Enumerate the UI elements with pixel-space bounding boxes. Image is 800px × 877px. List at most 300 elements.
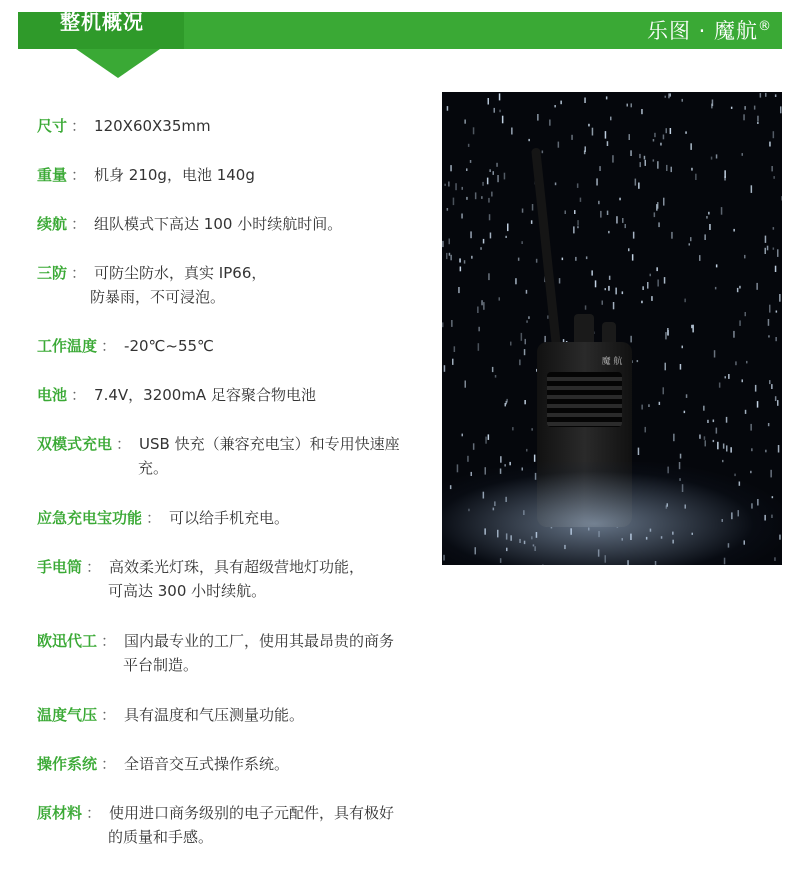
rain-drop [458,287,460,293]
rain-drop [754,106,756,110]
rain-drop [453,198,455,206]
colon: ： [71,166,87,184]
rain-drop [612,155,614,162]
header-arrow-icon [76,49,160,78]
rain-drop [466,197,468,200]
rain-drop [573,226,575,233]
spec-value: -20℃~55℃ [124,337,214,355]
rain-drop [744,255,746,259]
rain-drop [724,170,726,178]
rain-drop [650,274,652,277]
rain-drop [473,127,475,134]
rain-drop [769,305,771,313]
rain-drop [522,209,524,213]
rain-drop [642,286,644,290]
rain-drop [647,282,649,289]
rain-drop [755,385,757,392]
spec-label: 欧迅代工 [37,632,98,650]
rain-drop [691,325,693,328]
rain-drop [450,165,452,171]
rain-drop [606,96,608,99]
rain-drop [600,211,602,218]
rain-drop [777,400,779,406]
rain-drop [765,450,767,453]
spec-value: 机身 210g，电池 140g [94,166,255,184]
rain-drop [731,107,733,109]
rain-drop [664,277,666,284]
spec-value-line2: 防暴雨，不可浸泡。 [90,288,226,306]
rain-drop [528,316,530,319]
rain-drop [609,276,611,280]
rain-drop [507,224,509,232]
rain-drop [506,401,508,405]
rain-drop [464,120,466,124]
colon: ： [101,337,117,355]
rain-drop [505,236,507,238]
colon: ： [86,558,102,576]
rain-drop [489,214,491,220]
rain-drop [526,320,528,322]
rain-drop [713,420,715,423]
rain-drop [699,255,701,261]
rain-drop [673,434,675,442]
rain-drop [515,278,517,284]
rain-drop [465,381,467,388]
rain-drop [607,211,609,215]
spec-value: 全语音交互式操作系统。 [124,755,290,773]
spec-os [37,752,437,776]
rain-drop [488,434,490,440]
rain-drop [562,258,564,261]
rain-drop [684,299,686,303]
rain-drop [528,139,530,141]
colon: ： [101,632,117,650]
rain-drop [638,183,640,189]
rain-drop [656,267,658,271]
rain-drop [769,380,771,384]
rain-drop [577,226,579,228]
rain-drop [467,456,469,462]
rain-drop [739,286,741,289]
rain-drop [632,254,634,260]
spec-powerbank [37,506,437,530]
rain-drop [497,175,499,182]
rain-drop [489,169,491,172]
rain-drop [653,159,655,161]
rain-drop [607,141,609,146]
spec-label: 三防 [37,264,68,282]
rain-drop [719,383,721,388]
spec-value-line2: 平台制造。 [123,656,199,674]
rain-drop [448,182,450,187]
rain-drop [588,124,590,127]
spec-value-line2: 的质量和手感。 [108,828,214,846]
rain-drop [560,101,562,105]
rain-drop [639,154,641,158]
spec-label: 续航 [37,215,68,233]
rain-drop [692,325,694,333]
rain-drop [695,174,697,180]
rain-drop [598,201,600,204]
spec-label: 温度气压 [37,706,98,724]
rain-drop [558,142,560,148]
rain-drop [518,258,520,261]
rain-drop [450,255,452,260]
rain-drop [610,117,612,121]
rain-drop [633,232,635,239]
rain-drop [512,427,514,430]
product-photo [442,92,782,565]
rain-drop [496,163,498,167]
rain-drop [638,448,640,455]
rain-drop [751,185,753,193]
rain-drop [730,447,732,452]
rain-drop [575,257,577,261]
rain-drop [608,286,610,291]
rain-drop [768,319,770,326]
rain-drop [499,297,501,300]
colon: ： [86,804,102,822]
rain-drop [584,151,586,155]
rain-drop [682,99,684,102]
rain-drop [768,423,770,426]
spec-value: 组队模式下高达 100 小时续航时间。 [94,215,343,233]
rain-drop [742,379,744,382]
rain-drop [648,404,650,407]
rain-drop [742,153,744,156]
rain-drop [657,280,659,287]
rain-drop [686,394,688,398]
rain-drop [685,131,687,133]
rain-drop [659,402,661,405]
spec-label: 手电筒 [37,558,83,576]
rain-drop [663,135,665,140]
rain-drop [773,248,775,250]
rain-drop [531,220,533,224]
rain-drop [488,98,490,105]
colon: ： [71,117,87,135]
rain-drop [680,454,682,459]
rain-drop [591,270,593,275]
rain-drop [635,179,637,186]
rain-drop [703,406,705,411]
rain-drop [521,241,523,244]
rain-drop [704,234,706,240]
spec-charging [37,432,437,480]
rain-drop [765,248,767,254]
rain-drop [728,374,730,379]
rain-drop [713,440,715,442]
rain-drop [750,424,752,431]
rain-drop [521,333,523,341]
rain-drop [495,375,497,378]
rain-drop [628,248,630,251]
rain-drop [711,157,713,160]
rain-drop [526,449,528,452]
rain-drop [627,104,629,107]
spec-label: 重量 [37,166,68,184]
rain-drop [481,196,483,199]
rain-drop [775,94,777,97]
rain-drop [454,346,456,352]
rain-drop [499,110,501,113]
rain-drop [756,283,758,290]
rain-drop [586,256,588,259]
spec-label: 工作温度 [37,337,98,355]
rain-drop [682,346,684,349]
rain-drop [444,184,446,186]
rain-drop [660,143,662,146]
rain-drop [482,182,484,186]
rain-drop [459,258,461,262]
rain-drop [525,339,527,344]
rain-drop [773,131,775,138]
water-splash [442,462,782,565]
rain-drop [668,93,670,98]
rain-drop [665,96,667,98]
rain-drop [613,302,615,309]
rain-drop [499,93,501,100]
rain-drop [699,435,701,439]
spec-value: USB 快充（兼容充电宝）和专用快速座 [139,435,400,453]
rain-drop [684,411,686,413]
rain-drop [775,337,777,341]
spec-value-line2: 充。 [138,459,169,477]
page-title: 整机概况 [60,10,144,34]
brand-text: 乐图 · 魔航 [646,19,758,43]
spec-label: 操作系统 [37,755,98,773]
rain-drop [447,208,449,211]
rain-drop [665,332,667,339]
rain-drop [712,100,714,107]
rain-drop [773,227,775,230]
rain-drop [455,183,457,190]
rain-drop [716,154,718,158]
rain-drop [745,312,747,316]
rain-drop [690,237,692,241]
radio-speaker-grille [547,372,622,427]
rain-drop [488,198,490,203]
rain-drop [559,278,561,283]
rain-drop [780,106,782,113]
rain-drop [471,256,473,259]
rain-drop [577,183,579,188]
rain-drop [733,331,735,338]
spec-value: 国内最专业的工厂，使用其最昂贵的商务 [124,632,395,650]
rain-drop [640,162,642,167]
rain-drop [708,212,710,215]
rain-drop [644,156,646,160]
rain-drop [473,443,475,450]
rain-drop [630,150,632,156]
rain-drop [751,448,753,451]
rain-drop [666,128,668,133]
rain-drop [481,300,483,305]
rain-drop [641,109,643,114]
rain-drop [771,166,773,171]
rain-drop [733,229,735,232]
spec-value: 120X60X35mm [94,117,211,135]
rain-drop [625,224,627,228]
rain-drop [760,93,762,98]
spec-label: 电池 [37,386,68,404]
rain-drop [602,301,604,305]
rain-drop [577,220,579,226]
rain-drop [491,192,493,197]
rain-drop [490,233,492,239]
rain-drop [709,224,711,230]
rain-drop [641,405,643,410]
rain-drop [619,198,621,201]
rain-drop [475,192,477,199]
spec-value: 可以给手机充电。 [169,509,290,527]
brand-name [647,15,772,45]
rain-drop [470,231,472,238]
rain-drop [658,222,660,227]
rain-drop [483,239,485,244]
rain-drop [478,343,480,351]
rain-drop [689,243,691,245]
rain-drop [651,296,653,301]
rain-drop [480,247,482,250]
rain-drop [663,198,665,206]
rain-drop [554,105,556,107]
rain-drop [645,160,647,166]
rain-drop [721,207,723,215]
spec-protection [37,261,437,309]
rain-drop [704,436,706,440]
rain-drop [671,167,673,172]
rain-drop [630,336,632,343]
rain-drop [657,161,659,169]
rain-drop [782,196,783,200]
spec-value: 7.4V，3200mA 足容聚合物电池 [94,386,316,404]
rain-drop [449,239,451,245]
rain-drop [555,183,557,186]
rain-drop [462,434,464,437]
rain-drop [531,428,533,430]
rain-drop [446,253,448,259]
spec-flashlight [37,555,437,603]
rain-drop [765,236,767,243]
rain-drop [524,400,526,404]
rain-drop [745,410,747,414]
rain-drop [488,273,490,280]
colon: ： [71,264,87,282]
spec-materials [37,801,437,849]
rain-drop [511,128,512,135]
rain-drop [449,253,451,256]
radio-logo: 魔 航 [601,357,623,367]
rain-drop [653,139,655,142]
rain-drop [654,212,656,217]
rain-drop [690,143,692,150]
rain-drop [777,249,779,257]
rain-drop [504,173,506,180]
rain-drop [442,322,444,327]
rain-drop [537,114,539,121]
rain-drop [657,202,659,209]
rain-drop [765,93,767,97]
rain-drop [460,267,462,272]
spec-label: 双模式充电 [37,435,113,453]
rain-drop [616,216,618,223]
rain-drop [706,216,708,219]
spec-size [37,114,437,138]
rain-drop [723,444,725,449]
rain-drop [757,122,759,124]
spec-label: 原材料 [37,804,83,822]
rain-drop [451,320,453,327]
colon: ： [146,509,162,527]
rain-drop [605,131,607,139]
rain-drop [717,442,719,450]
rain-drop [767,246,769,251]
rain-drop [464,260,466,263]
rain-drop [462,187,464,190]
rain-drop [739,320,741,326]
rain-drop [670,93,672,96]
rain-drop [726,445,728,451]
rain-drop [666,165,668,171]
rain-drop [585,305,587,309]
rain-drop [737,288,739,292]
rain-drop [775,396,777,401]
rain-drop [775,266,777,272]
rain-drop [605,288,607,290]
rain-drop [645,427,647,433]
spec-weight [37,163,437,187]
rain-drop [580,198,582,202]
rain-drop [485,437,487,444]
rain-drop [478,327,480,332]
rain-drop [502,116,504,124]
rain-drop [743,114,745,120]
rain-drop [615,288,617,295]
rain-drop [725,376,727,378]
rain-drop [483,302,485,310]
rain-drop [641,301,643,304]
rain-drop [574,210,576,214]
rain-drop [629,134,631,140]
spec-endurance [37,212,437,236]
rain-drop [654,133,656,137]
colon: ： [71,386,87,404]
rain-drop [726,417,728,423]
rain-drop [716,428,718,434]
spec-value: 具有温度和气压测量功能。 [124,706,305,724]
rain-drop [477,307,479,314]
spec-label: 尺寸 [37,117,68,135]
rain-drop [778,445,780,453]
rain-drop [493,171,495,175]
rain-drop [532,204,534,211]
spec-value-line2: 可高达 300 小时续航。 [108,582,267,600]
spec-manufacturer [37,629,437,677]
rain-drop [470,160,472,163]
rain-drop [510,342,512,346]
rain-drop [584,98,586,104]
rain-drop [442,241,444,247]
rain-drop [744,106,746,110]
rain-drop [668,330,670,336]
rain-drop [663,387,665,394]
spec-value: 高效柔光灯珠，具有超级营地灯功能， [109,558,365,576]
rain-drop [757,116,759,122]
rain-drop [599,166,601,171]
rain-drop [549,120,551,126]
rain-drop [608,231,610,233]
